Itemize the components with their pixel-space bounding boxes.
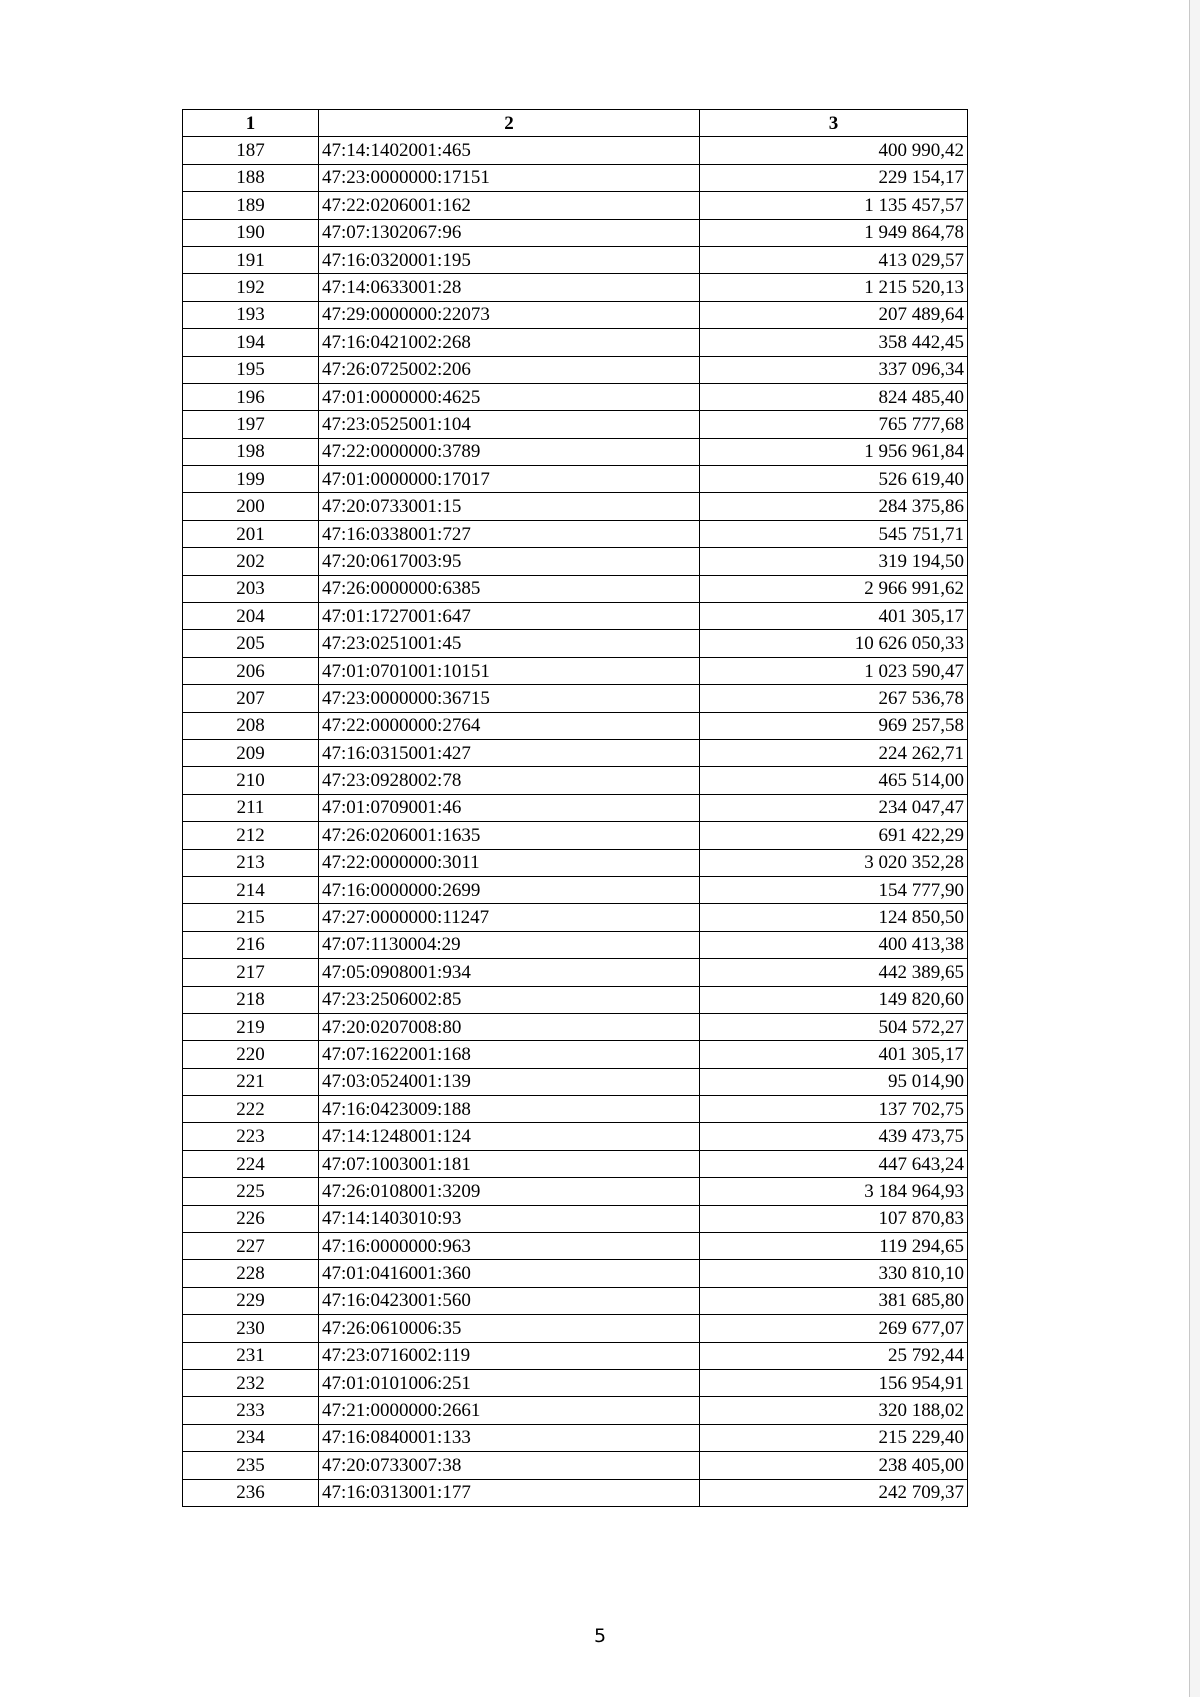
row-number: 211 xyxy=(183,794,319,821)
cost-value: 267 536,78 xyxy=(700,685,968,712)
row-number: 233 xyxy=(183,1397,319,1424)
table-row xyxy=(183,876,968,903)
table-row xyxy=(183,329,968,356)
table-row xyxy=(183,219,968,246)
row-number: 224 xyxy=(183,1150,319,1177)
row-number: 195 xyxy=(183,356,319,383)
table-row xyxy=(183,164,968,191)
table-row xyxy=(183,1342,968,1369)
row-number: 201 xyxy=(183,520,319,547)
row-number: 187 xyxy=(183,137,319,164)
table-row xyxy=(183,1068,968,1095)
row-number: 235 xyxy=(183,1452,319,1479)
row-number: 206 xyxy=(183,657,319,684)
table-row xyxy=(183,1096,968,1123)
cadastral-number: 47:16:0000000:2699 xyxy=(319,876,700,903)
cost-value: 149 820,60 xyxy=(700,986,968,1013)
row-number: 213 xyxy=(183,849,319,876)
row-number: 208 xyxy=(183,712,319,739)
cadastral-number: 47:16:0421002:268 xyxy=(319,329,700,356)
cadastral-number: 47:07:1130004:29 xyxy=(319,931,700,958)
cadastral-number: 47:22:0000000:3789 xyxy=(319,438,700,465)
table-row xyxy=(183,356,968,383)
row-number: 227 xyxy=(183,1233,319,1260)
row-number: 219 xyxy=(183,1013,319,1040)
cadastral-number: 47:23:2506002:85 xyxy=(319,986,700,1013)
parcel-table xyxy=(182,109,968,1507)
table-row xyxy=(183,438,968,465)
table-row xyxy=(183,685,968,712)
row-number: 189 xyxy=(183,192,319,219)
cadastral-number: 47:01:0709001:46 xyxy=(319,794,700,821)
cadastral-number: 47:03:0524001:139 xyxy=(319,1068,700,1095)
cost-value: 224 262,71 xyxy=(700,739,968,766)
cost-value: 400 413,38 xyxy=(700,931,968,958)
cadastral-number: 47:23:0000000:17151 xyxy=(319,164,700,191)
cadastral-number: 47:01:0416001:360 xyxy=(319,1260,700,1287)
cost-value: 269 677,07 xyxy=(700,1315,968,1342)
table-row xyxy=(183,603,968,630)
cost-value: 154 777,90 xyxy=(700,876,968,903)
cost-value: 3 020 352,28 xyxy=(700,849,968,876)
cadastral-number: 47:21:0000000:2661 xyxy=(319,1397,700,1424)
table-row xyxy=(183,1369,968,1396)
cost-value: 1 949 864,78 xyxy=(700,219,968,246)
row-number: 194 xyxy=(183,329,319,356)
cost-value: 137 702,75 xyxy=(700,1096,968,1123)
cost-value: 284 375,86 xyxy=(700,493,968,520)
table-row xyxy=(183,274,968,301)
row-number: 229 xyxy=(183,1287,319,1314)
cost-value: 242 709,37 xyxy=(700,1479,968,1506)
row-number: 199 xyxy=(183,466,319,493)
row-number: 234 xyxy=(183,1424,319,1451)
row-number: 228 xyxy=(183,1260,319,1287)
cadastral-number: 47:26:0206001:1635 xyxy=(319,822,700,849)
column-header-3: 3 xyxy=(700,110,968,137)
row-number: 196 xyxy=(183,383,319,410)
table-row xyxy=(183,822,968,849)
table-row xyxy=(183,712,968,739)
table-row xyxy=(183,301,968,328)
cadastral-number: 47:16:0000000:963 xyxy=(319,1233,700,1260)
row-number: 236 xyxy=(183,1479,319,1506)
table-row xyxy=(183,493,968,520)
row-number: 198 xyxy=(183,438,319,465)
cadastral-number: 47:16:0315001:427 xyxy=(319,739,700,766)
cost-value: 1 023 590,47 xyxy=(700,657,968,684)
cadastral-number: 47:01:0101006:251 xyxy=(319,1369,700,1396)
cadastral-number: 47:07:1302067:96 xyxy=(319,219,700,246)
cost-value: 358 442,45 xyxy=(700,329,968,356)
cadastral-number: 47:20:0207008:80 xyxy=(319,1013,700,1040)
row-number: 207 xyxy=(183,685,319,712)
cadastral-number: 47:26:0000000:6385 xyxy=(319,575,700,602)
table-row xyxy=(183,794,968,821)
table-row xyxy=(183,520,968,547)
cost-value: 156 954,91 xyxy=(700,1369,968,1396)
cost-value: 107 870,83 xyxy=(700,1205,968,1232)
cadastral-number: 47:20:0733001:15 xyxy=(319,493,700,520)
row-number: 212 xyxy=(183,822,319,849)
row-number: 203 xyxy=(183,575,319,602)
cadastral-number: 47:14:1402001:465 xyxy=(319,137,700,164)
column-header-1: 1 xyxy=(183,110,319,137)
cost-value: 2 966 991,62 xyxy=(700,575,968,602)
cadastral-number: 47:07:1622001:168 xyxy=(319,1041,700,1068)
row-number: 191 xyxy=(183,246,319,273)
row-number: 230 xyxy=(183,1315,319,1342)
cost-value: 3 184 964,93 xyxy=(700,1178,968,1205)
table-row xyxy=(183,1205,968,1232)
table-row xyxy=(183,575,968,602)
page-number: 5 xyxy=(593,1625,607,1647)
cost-value: 691 422,29 xyxy=(700,822,968,849)
cadastral-number: 47:23:0525001:104 xyxy=(319,411,700,438)
table-row xyxy=(183,739,968,766)
table-row xyxy=(183,959,968,986)
cadastral-number: 47:20:0733007:38 xyxy=(319,1452,700,1479)
cadastral-number: 47:22:0000000:3011 xyxy=(319,849,700,876)
cadastral-number: 47:22:0206001:162 xyxy=(319,192,700,219)
table-row xyxy=(183,192,968,219)
cadastral-number: 47:16:0840001:133 xyxy=(319,1424,700,1451)
table-row xyxy=(183,1233,968,1260)
cost-value: 439 473,75 xyxy=(700,1123,968,1150)
cadastral-number: 47:26:0108001:3209 xyxy=(319,1178,700,1205)
row-number: 215 xyxy=(183,904,319,931)
row-number: 197 xyxy=(183,411,319,438)
table-row xyxy=(183,1013,968,1040)
cadastral-number: 47:14:0633001:28 xyxy=(319,274,700,301)
row-number: 232 xyxy=(183,1369,319,1396)
cadastral-number: 47:16:0338001:727 xyxy=(319,520,700,547)
cadastral-number: 47:20:0617003:95 xyxy=(319,548,700,575)
table-row xyxy=(183,548,968,575)
cost-value: 400 990,42 xyxy=(700,137,968,164)
cost-value: 969 257,58 xyxy=(700,712,968,739)
cost-value: 545 751,71 xyxy=(700,520,968,547)
cost-value: 765 777,68 xyxy=(700,411,968,438)
cost-value: 1 215 520,13 xyxy=(700,274,968,301)
cost-value: 25 792,44 xyxy=(700,1342,968,1369)
cadastral-number: 47:26:0725002:206 xyxy=(319,356,700,383)
column-header-2: 2 xyxy=(319,110,700,137)
cadastral-number: 47:27:0000000:11247 xyxy=(319,904,700,931)
table-row xyxy=(183,1452,968,1479)
row-number: 214 xyxy=(183,876,319,903)
table-row xyxy=(183,931,968,958)
row-number: 226 xyxy=(183,1205,319,1232)
cost-value: 824 485,40 xyxy=(700,383,968,410)
row-number: 200 xyxy=(183,493,319,520)
cost-value: 238 405,00 xyxy=(700,1452,968,1479)
table-row xyxy=(183,849,968,876)
cost-value: 442 389,65 xyxy=(700,959,968,986)
table-row xyxy=(183,904,968,931)
cadastral-number: 47:14:1403010:93 xyxy=(319,1205,700,1232)
cost-value: 95 014,90 xyxy=(700,1068,968,1095)
row-number: 204 xyxy=(183,603,319,630)
table-row xyxy=(183,986,968,1013)
cost-value: 465 514,00 xyxy=(700,767,968,794)
cost-value: 10 626 050,33 xyxy=(700,630,968,657)
table-row xyxy=(183,1479,968,1506)
row-number: 222 xyxy=(183,1096,319,1123)
table-body xyxy=(183,137,968,1507)
table-row xyxy=(183,1315,968,1342)
cost-value: 1 956 961,84 xyxy=(700,438,968,465)
cadastral-number: 47:07:1003001:181 xyxy=(319,1150,700,1177)
table-row xyxy=(183,383,968,410)
row-number: 220 xyxy=(183,1041,319,1068)
header-row xyxy=(183,110,968,137)
cadastral-number: 47:01:0000000:4625 xyxy=(319,383,700,410)
table-row xyxy=(183,630,968,657)
cost-value: 381 685,80 xyxy=(700,1287,968,1314)
cost-value: 320 188,02 xyxy=(700,1397,968,1424)
row-number: 193 xyxy=(183,301,319,328)
cost-value: 337 096,34 xyxy=(700,356,968,383)
row-number: 210 xyxy=(183,767,319,794)
table-row xyxy=(183,767,968,794)
table-row xyxy=(183,1178,968,1205)
cost-value: 526 619,40 xyxy=(700,466,968,493)
cadastral-number: 47:01:0701001:10151 xyxy=(319,657,700,684)
cadastral-number: 47:16:0423001:560 xyxy=(319,1287,700,1314)
table-row xyxy=(183,1150,968,1177)
table-row xyxy=(183,411,968,438)
cost-value: 504 572,27 xyxy=(700,1013,968,1040)
row-number: 209 xyxy=(183,739,319,766)
table-row xyxy=(183,466,968,493)
cadastral-number: 47:23:0716002:119 xyxy=(319,1342,700,1369)
table-row xyxy=(183,1397,968,1424)
row-number: 192 xyxy=(183,274,319,301)
cost-value: 207 489,64 xyxy=(700,301,968,328)
table-row xyxy=(183,1041,968,1068)
table-row xyxy=(183,1424,968,1451)
table-row xyxy=(183,1287,968,1314)
cadastral-number: 47:23:0000000:36715 xyxy=(319,685,700,712)
cadastral-number: 47:22:0000000:2764 xyxy=(319,712,700,739)
cadastral-number: 47:05:0908001:934 xyxy=(319,959,700,986)
cadastral-number: 47:01:1727001:647 xyxy=(319,603,700,630)
cadastral-number: 47:16:0313001:177 xyxy=(319,1479,700,1506)
cadastral-number: 47:01:0000000:17017 xyxy=(319,466,700,493)
row-number: 218 xyxy=(183,986,319,1013)
cost-value: 1 135 457,57 xyxy=(700,192,968,219)
row-number: 216 xyxy=(183,931,319,958)
table-row xyxy=(183,657,968,684)
row-number: 202 xyxy=(183,548,319,575)
cadastral-number: 47:16:0423009:188 xyxy=(319,1096,700,1123)
cost-value: 319 194,50 xyxy=(700,548,968,575)
row-number: 217 xyxy=(183,959,319,986)
row-number: 221 xyxy=(183,1068,319,1095)
cadastral-number: 47:23:0251001:45 xyxy=(319,630,700,657)
cost-value: 229 154,17 xyxy=(700,164,968,191)
cost-value: 330 810,10 xyxy=(700,1260,968,1287)
cost-value: 124 850,50 xyxy=(700,904,968,931)
table-row xyxy=(183,137,968,164)
table-row xyxy=(183,1260,968,1287)
row-number: 188 xyxy=(183,164,319,191)
row-number: 231 xyxy=(183,1342,319,1369)
row-number: 225 xyxy=(183,1178,319,1205)
cadastral-number: 47:16:0320001:195 xyxy=(319,246,700,273)
row-number: 205 xyxy=(183,630,319,657)
cadastral-number: 47:29:0000000:22073 xyxy=(319,301,700,328)
table-row xyxy=(183,1123,968,1150)
row-number: 190 xyxy=(183,219,319,246)
page-edge xyxy=(1189,0,1200,1697)
cost-value: 215 229,40 xyxy=(700,1424,968,1451)
row-number: 223 xyxy=(183,1123,319,1150)
table-row xyxy=(183,246,968,273)
cost-value: 401 305,17 xyxy=(700,603,968,630)
cost-value: 401 305,17 xyxy=(700,1041,968,1068)
cadastral-number: 47:26:0610006:35 xyxy=(319,1315,700,1342)
cadastral-number: 47:23:0928002:78 xyxy=(319,767,700,794)
cost-value: 447 643,24 xyxy=(700,1150,968,1177)
cost-value: 413 029,57 xyxy=(700,246,968,273)
table-header xyxy=(183,110,968,137)
cadastral-number: 47:14:1248001:124 xyxy=(319,1123,700,1150)
cost-value: 119 294,65 xyxy=(700,1233,968,1260)
cost-value: 234 047,47 xyxy=(700,794,968,821)
